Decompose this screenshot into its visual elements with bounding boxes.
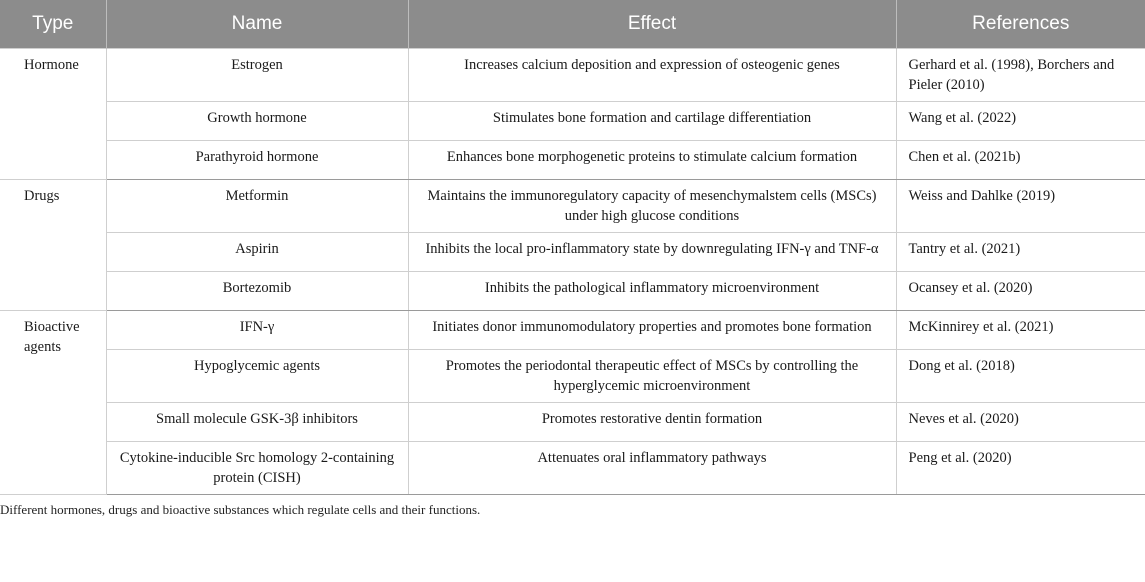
table-row <box>0 311 1145 350</box>
table-row <box>0 180 1145 233</box>
name-cell: Estrogen <box>106 49 408 102</box>
table-caption: Different hormones, drugs and bioactive substances which regulate cells and their functions. <box>0 502 481 517</box>
name-cell: Parathyroid hormone <box>106 141 408 180</box>
header-references: References <box>896 0 1145 49</box>
header-type: Type <box>0 0 106 49</box>
reference-cell: Wang et al. (2022) <box>896 102 1145 141</box>
table-row <box>0 442 1145 495</box>
type-cell: Bioactive agents <box>0 311 106 495</box>
effect-cell: Promotes restorative dentin formation <box>408 403 896 442</box>
reference-cell: Gerhard et al. (1998), Borchers and Pieler (2010) <box>896 49 1145 102</box>
effect-cell: Increases calcium deposition and expression of osteogenic genes <box>408 49 896 102</box>
name-cell: Metformin <box>106 180 408 233</box>
name-cell: Hypoglycemic agents <box>106 350 408 403</box>
effect-cell: Enhances bone morphogenetic proteins to stimulate calcium formation <box>408 141 896 180</box>
effect-cell: Inhibits the pathological inflammatory microenvironment <box>408 272 896 311</box>
name-cell: Growth hormone <box>106 102 408 141</box>
table-header <box>0 0 1145 49</box>
name-cell: Bortezomib <box>106 272 408 311</box>
type-cell: Drugs <box>0 180 106 311</box>
effect-cell: Initiates donor immunomodulatory properties and promotes bone formation <box>408 311 896 350</box>
effect-cell: Attenuates oral inflammatory pathways <box>408 442 896 495</box>
reference-cell: Ocansey et al. (2020) <box>896 272 1145 311</box>
header-effect: Effect <box>408 0 896 49</box>
reference-cell: McKinnirey et al. (2021) <box>896 311 1145 350</box>
effect-cell: Maintains the immunoregulatory capacity of mesenchymalstem cells (MSCs) under high glucose conditions <box>408 180 896 233</box>
name-cell: Aspirin <box>106 233 408 272</box>
name-cell: Small molecule GSK-3β inhibitors <box>106 403 408 442</box>
type-cell: Hormone <box>0 49 106 180</box>
table-row <box>0 350 1145 403</box>
reference-cell: Neves et al. (2020) <box>896 403 1145 442</box>
effect-cell: Inhibits the local pro-inflammatory state by downregulating IFN-γ and TNF-α <box>408 233 896 272</box>
reference-cell: Chen et al. (2021b) <box>896 141 1145 180</box>
table-row <box>0 403 1145 442</box>
table-row <box>0 233 1145 272</box>
reference-cell: Tantry et al. (2021) <box>896 233 1145 272</box>
table-row <box>0 272 1145 311</box>
effect-cell: Stimulates bone formation and cartilage differentiation <box>408 102 896 141</box>
name-cell: IFN-γ <box>106 311 408 350</box>
header-name: Name <box>106 0 408 49</box>
effect-cell: Promotes the periodontal therapeutic effect of MSCs by controlling the hyperglycemic microenvironment <box>408 350 896 403</box>
reference-cell: Peng et al. (2020) <box>896 442 1145 495</box>
reference-cell: Dong et al. (2018) <box>896 350 1145 403</box>
table-body <box>0 49 1145 495</box>
reference-cell: Weiss and Dahlke (2019) <box>896 180 1145 233</box>
table-row <box>0 102 1145 141</box>
name-cell: Cytokine-inducible Src homology 2-containing protein (CISH) <box>106 442 408 495</box>
table-row <box>0 49 1145 102</box>
table-row <box>0 141 1145 180</box>
